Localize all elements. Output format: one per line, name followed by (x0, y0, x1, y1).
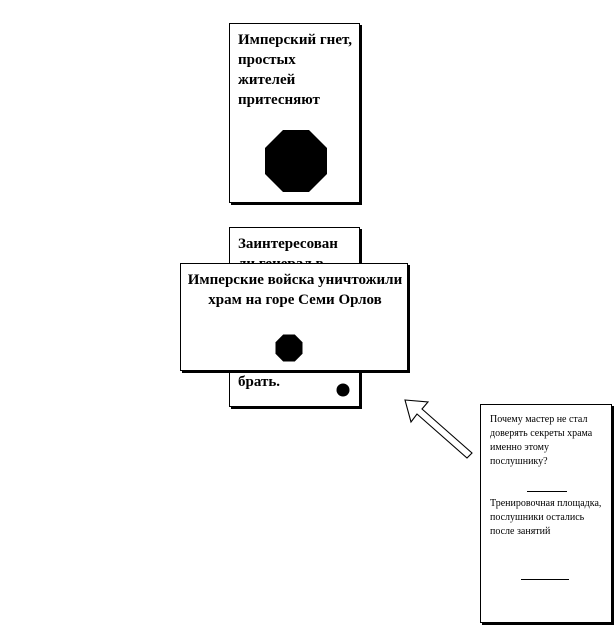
card-text-bottom-label: брать. (238, 374, 281, 390)
card-temple-destroyed (180, 263, 408, 371)
answer-text: Тренировочная площадка, послушники остались после занятий (490, 498, 602, 537)
divider (521, 579, 569, 580)
card-imperial-oppression (229, 23, 360, 203)
octagon-icon (264, 129, 328, 193)
card-text: Имперские войска уничтожили храм на горе Семи Орлов (187, 272, 403, 308)
arrow-icon (398, 392, 478, 462)
card-text-top: Заинтересован (238, 236, 338, 252)
octagon-icon (275, 334, 303, 362)
divider (527, 491, 567, 492)
dot-icon (336, 383, 350, 397)
card-question (480, 404, 612, 623)
card-text: Имперский гнет, простых жителей притесняют (238, 32, 352, 108)
question-text: Почему мастер не стал доверять секреты храма именно этому послушнику? (490, 414, 593, 467)
